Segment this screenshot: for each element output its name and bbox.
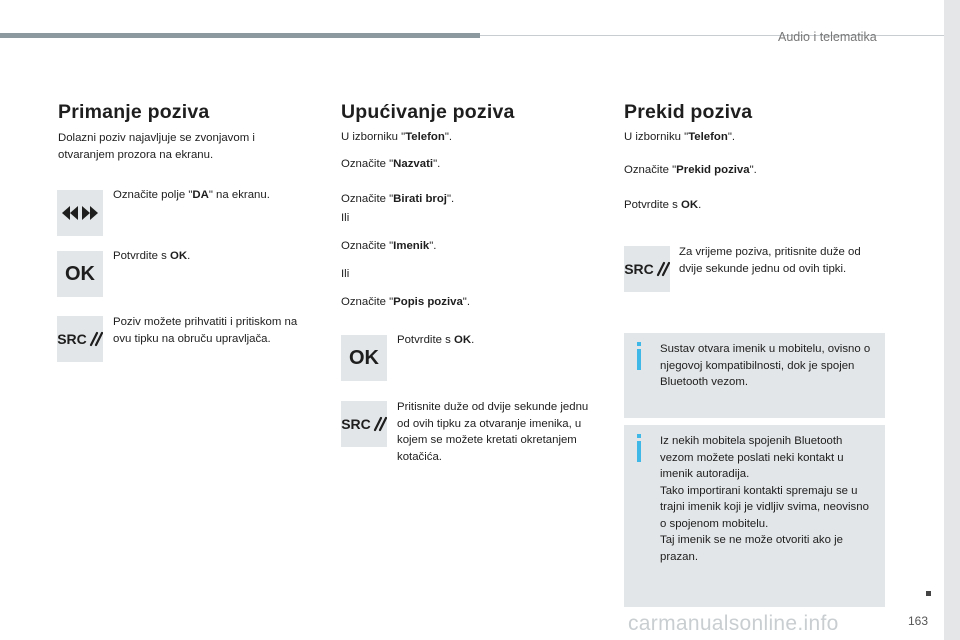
prev-next-icon [57,190,103,236]
col1-step-src: Poziv možete prihvatiti i pritiskom na ovu tipku na obruču upravljača. [113,316,298,345]
page-dot [926,591,931,596]
heading-prekid-poziva: Prekid poziva [624,101,753,123]
info-text-1: Sustav otvara imenik u mobitelu, ovisno o njegovoj kompatibilnosti, dok je spojen Bluetooth vezom. [660,343,871,388]
col2-line-imenik: Označite "Imenik". [341,240,437,252]
src-phone-button-icon: SRC [624,246,670,292]
col3-line-telefon: U izborniku "Telefon". [624,131,736,143]
col2-line-popis-poziva: Označite "Popis poziva". [341,296,471,308]
col2-ili-2: Ili [341,268,350,280]
col2-step-src: Pritisnite duže od dvije sekunde jednu od ovih tipku za otvaranje imenika, u kojem se možete kretati okretanjem kotačića. [397,401,589,463]
heading-upucivanje-poziva: Upućivanje poziva [341,101,515,123]
info-box-imenik [624,333,885,418]
col1-intro: Dolazni poziv najavljuje se zvonjavom i otvaranjem prozora na ekranu. [58,132,255,161]
col2-line-birati-broj: Označite "Birati broj". [341,193,455,205]
ok-button-icon: OK [57,251,103,297]
header-bar [0,33,480,38]
col3-step-src: Za vrijeme poziva, pritisnite duže od dvije sekunde jednu od ovih tipki. [679,246,861,275]
col1-step-da: Označite polje "DA" na ekranu. [113,189,270,201]
info-text-2: Iz nekih mobitela spojenih Bluetooth vezom možete poslati neki kontakt u imenik autoradija. Tako importirani kontakti spremaju se u trajni imenik koji je vidljiv svima, neovisno o spojenom mobitelu. Taj imenik se ne može otvoriti ako je prazan. [660,435,869,563]
page-edge-strip [944,0,960,640]
ok-button-icon: OK [341,335,387,381]
section-title: Audio i telematika [778,30,877,44]
col3-line-ok: Potvrdite s OK. [624,199,702,211]
col2-line-telefon: U izborniku "Telefon". [341,131,453,143]
src-phone-button-icon: SRC [341,401,387,447]
info-icon [637,349,641,370]
watermark: carmanualsonline.info [628,612,839,635]
src-phone-button-icon: SRC [57,316,103,362]
col2-line-nazvati: Označite "Nazvati". [341,158,441,170]
col3-line-prekid: Označite "Prekid poziva". [624,164,757,176]
page-number: 163 [908,614,929,628]
heading-primanje-poziva: Primanje poziva [58,101,210,123]
info-icon [637,441,641,462]
info-box-autoradio [624,425,885,607]
col1-step-ok: Potvrdite s OK. [113,250,191,262]
col2-step-ok: Potvrdite s OK. [397,334,475,346]
col2-ili-1: Ili [341,212,350,224]
